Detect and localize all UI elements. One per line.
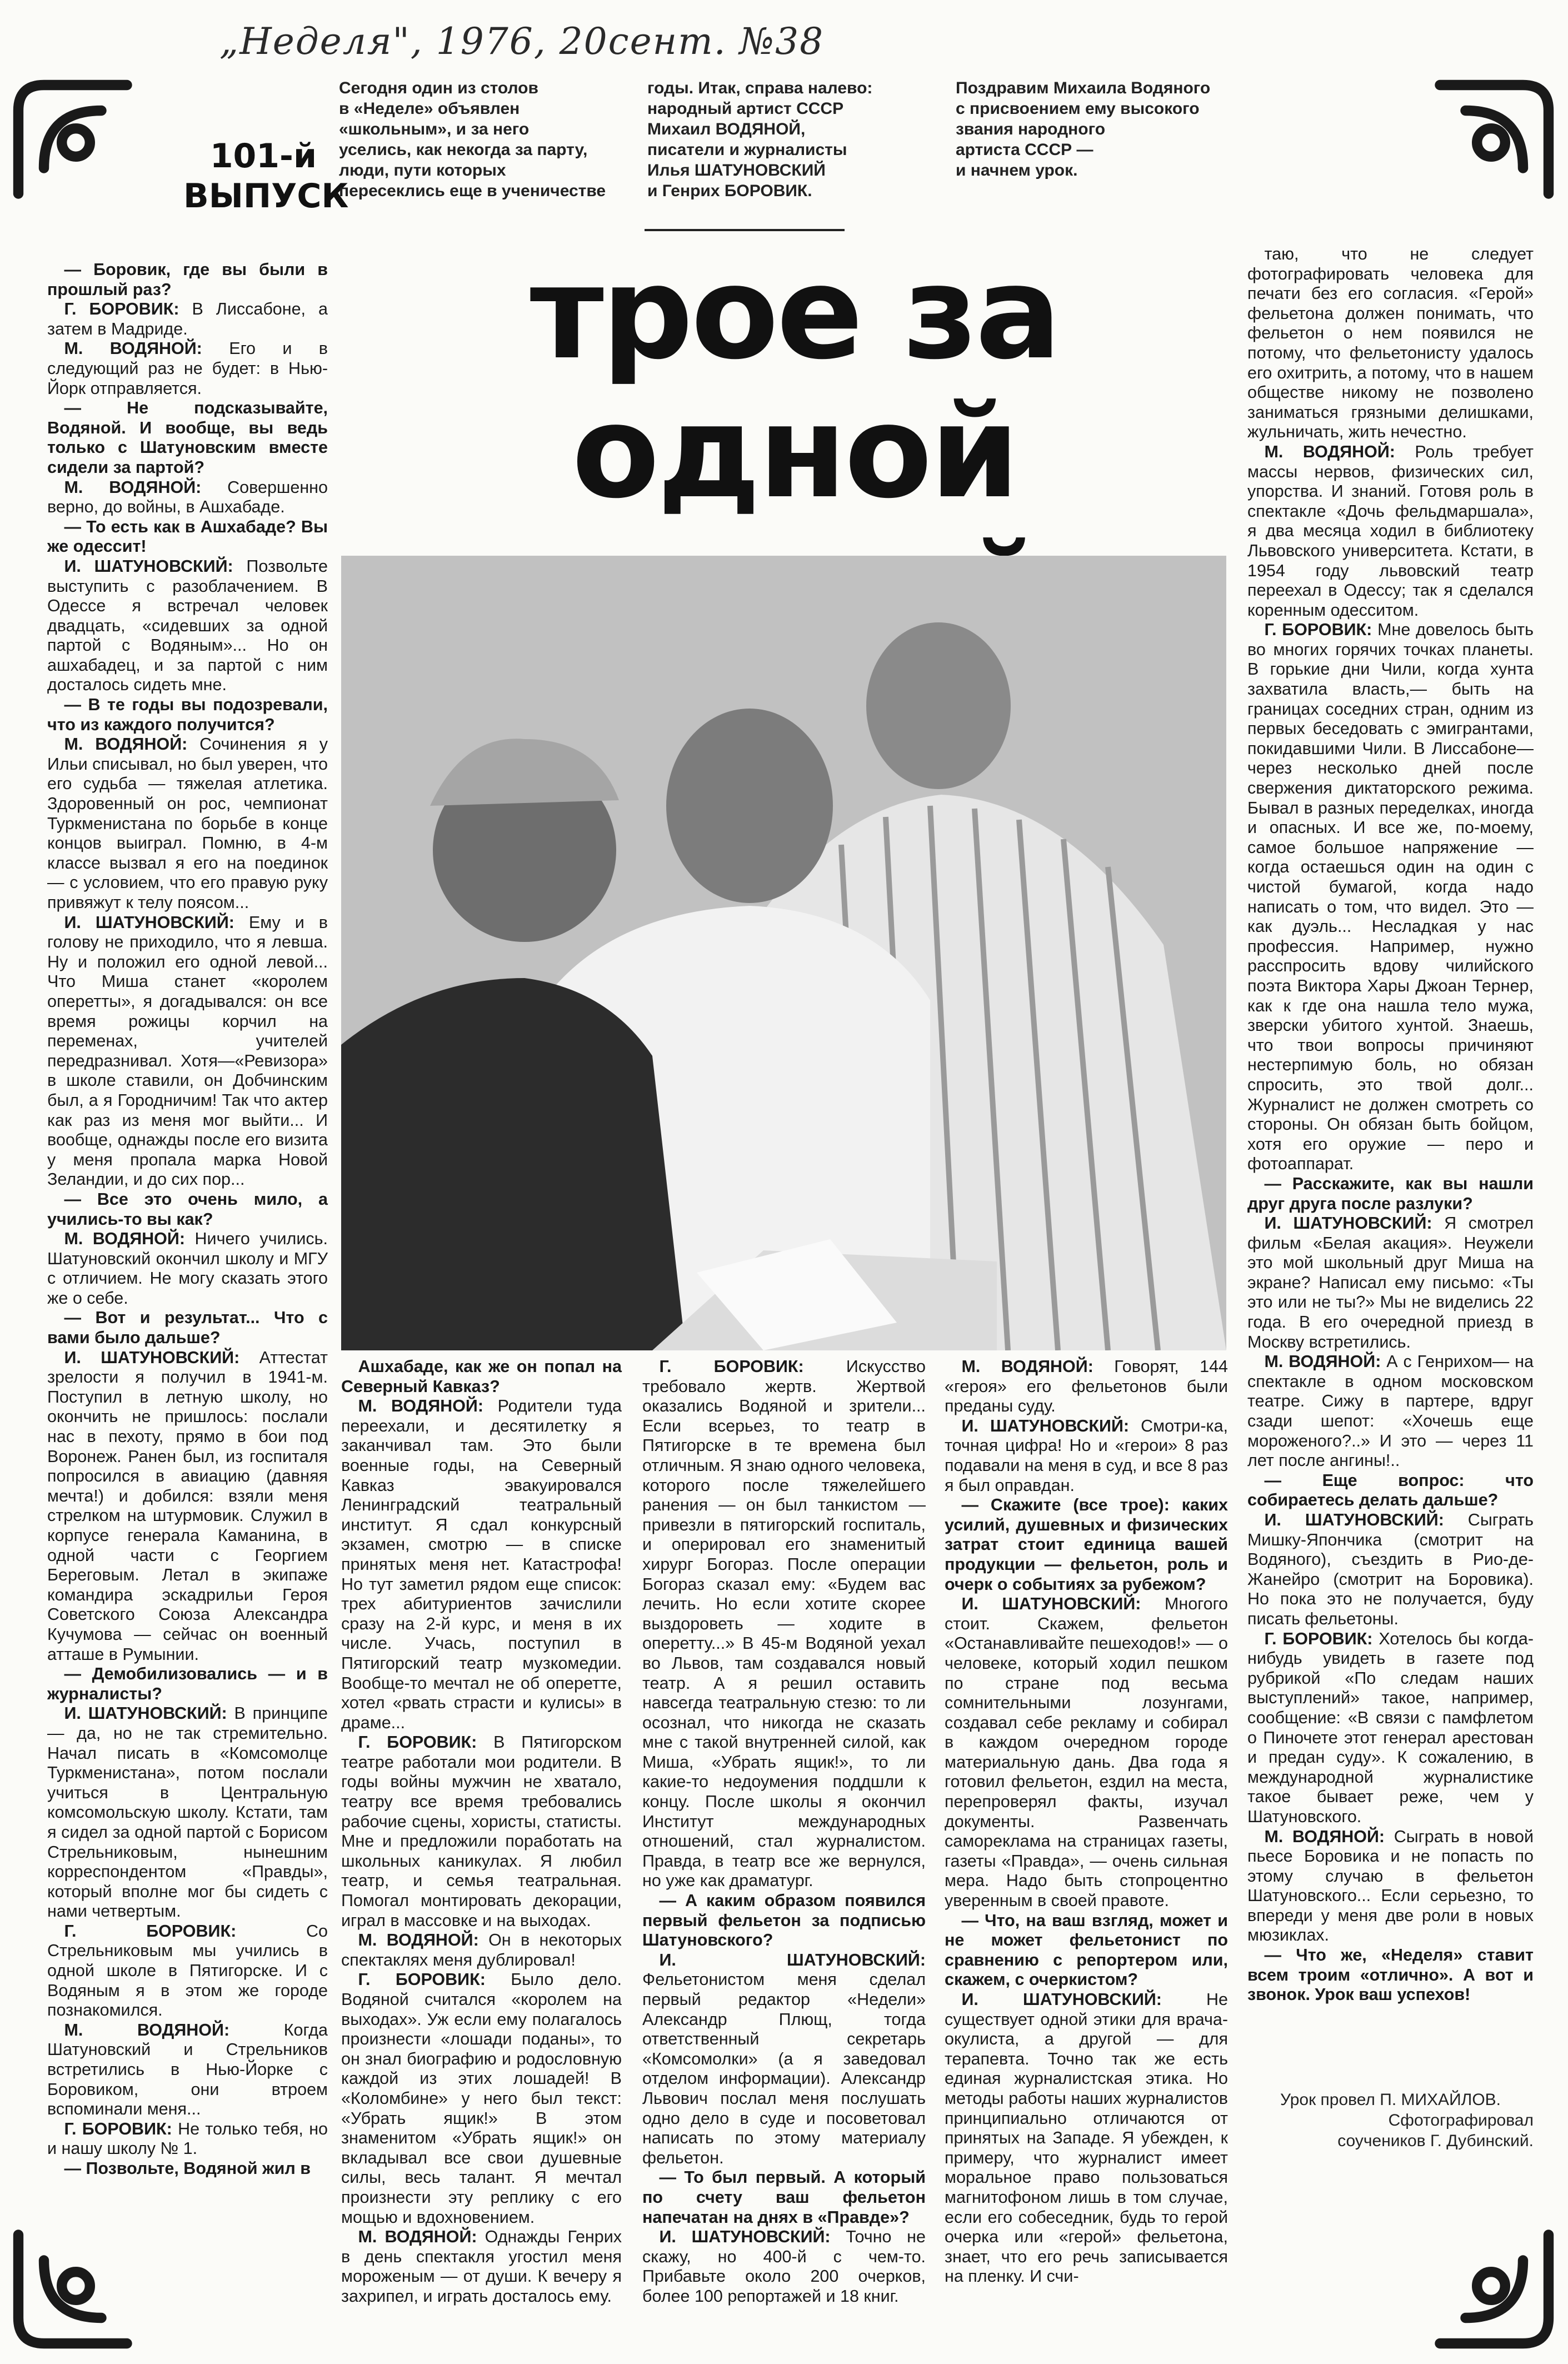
answer-paragraph <box>47 1922 328 2021</box>
handwritten-date-note: „Неделя", 1976, 20сент. №38 <box>219 20 825 63</box>
issue-label <box>183 136 349 216</box>
paragraph-text: Когда Шатуновский и Стрельников встретились в Нью-Йорке с Боровиком, они втроем вспоминали меня... <box>47 2020 328 2119</box>
intro-line: Поздравим Михаила Водяного <box>956 79 1211 97</box>
answer-paragraph <box>945 1990 1228 2287</box>
text-column-right <box>1247 245 1534 2005</box>
answer-paragraph <box>341 1733 622 1931</box>
paragraph-text: Говорят, 144 «героя» его фельетонов были преданы суду. <box>945 1357 1229 1416</box>
paragraph-text: Сочинения я у Ильи списывал, но был уверен, что его судьба — тяжелая атлетика. Здоровенный он рос, чемпионат Туркменистана по борьбе в конце концов выиграл. Помню, в 4-м классе вызвал я его на поединок — с условием, что его правую руку привяжут к телу поясом... <box>47 735 328 912</box>
question-paragraph <box>945 1495 1228 1594</box>
paragraph-text: Точно не скажу, но 400-й с чем-то. Прибавьте около 200 очерков, более 100 репортажей и 18 книг. <box>642 2227 926 2306</box>
paragraph-text: — Расскажите, как вы нашли друг друга после разлуки? <box>1247 1174 1534 1213</box>
intro-line: и Генрих БОРОВИК. <box>647 182 812 200</box>
speaker-name: Г. БОРОВИК: <box>1264 1629 1373 1648</box>
paragraph-text: — Демобилизовались — и в журналисты? <box>47 1664 328 1703</box>
speaker-name: М. ВОДЯНОЙ: <box>64 477 202 497</box>
text-column-left <box>47 260 328 2179</box>
paragraph-text: В принципе — да, но не так стремительно. Начал писать в «Комсомолце Туркменистана», потом послали учиться в Центральную комсомольскую школу. Кстати, там я сидел за одной партой с Борисом Стрельниковым, нынешним корреспондентом «Правды», который вполне мог бы сидеть с нами четвертым. <box>47 1704 328 1921</box>
question-paragraph <box>47 260 328 300</box>
answer-paragraph <box>47 2021 328 2119</box>
paragraph-text: Сыграть в новой пьесе Боровика и не попасть по этому случаю в фельетон Шатуновского... Если серьезно, то впереди у меня две роли в новых мюзиклах. <box>1247 1827 1534 1945</box>
answer-paragraph <box>47 735 328 912</box>
paragraph-text: Ашхабаде, как же он попал на Северный Кавказ? <box>341 1357 622 1396</box>
intro-col-1 <box>339 78 628 201</box>
headline-line-1: трое за одной <box>530 240 1060 527</box>
intro-col-3 <box>956 78 1245 181</box>
paragraph-text: — Что, на ваш взгляд, может и не может фельетонист по сравнению с репортером или, скажем, с очеркистом? <box>945 1911 1228 1989</box>
paragraph-text: — Все это очень мило, а учились-то вы как? <box>47 1189 328 1229</box>
credit-lesson: Урок провел П. МИХАЙЛОВ. <box>1280 2091 1501 2109</box>
paragraph-text: Многого стоит. Скажем, фельетон «Останавливайте пешеходов!» — о человеке, который ходил пешком по стране под весьма сомнительными лозунгами, создавал себе рекламу и собирал в каждом очередном городе материальную дань. Два года я готовил фельетон, ездил на места, перепроверял факты, изучал документы. Развенчать самореклама на страницах газеты, газеты «Правда», — очень сильная мера. Надо быть стопроцентно уверенным в своей правоте. <box>945 1594 1228 1911</box>
intro-line: писатели и журналисты <box>647 141 847 159</box>
speaker-name: М. ВОДЯНОЙ: <box>64 735 188 754</box>
answer-paragraph <box>1247 1352 1534 1471</box>
intro-line: с присвоением ему высокого <box>956 99 1200 118</box>
paragraph-text: В Лиссабоне, а затем в Мадриде. <box>47 300 328 338</box>
speaker-name: Г. БОРОВИК: <box>64 300 179 319</box>
speaker-name: Г. БОРОВИК: <box>358 1970 486 1989</box>
question-paragraph <box>642 1891 926 1951</box>
corner-ornament-icon <box>6 72 133 200</box>
paragraph-text: таю, что не следует фотографировать человека для печати без его согласия. «Герой» фельетона должен понимать, что фельетон о нем появился не потому, что фельетонисту удалось его охитрить, а потому, что в нашем обществе никому не позволено заниматься грязными делишками, жульничать, жить нечестно. <box>1247 245 1534 442</box>
paragraph-text: Не только тебя, но и нашу школу № 1. <box>47 2119 328 2158</box>
speaker-name: М. ВОДЯНОЙ: <box>64 2020 230 2039</box>
speaker-name: Г. БОРОВИК: <box>64 2119 172 2138</box>
speaker-name: И. ШАТУНОВСКИЙ: <box>64 556 233 576</box>
question-paragraph <box>642 2168 926 2227</box>
answer-paragraph <box>642 2227 926 2306</box>
speaker-name: М. ВОДЯНОЙ: <box>358 1931 479 1950</box>
paragraph-text: Роль требует массы нервов, физических сил, упорства. И знаний. Готовя роль в спектакле «Дочь фельдмаршала», я два месяца ходил в библиотеку Львовского университета. Кстати, в 1954 году львовский театр переехал в Одессу; так я сделался коренным одесситом. <box>1247 442 1534 620</box>
speaker-name: И. ШАТУНОВСКИЙ: <box>659 1950 926 1969</box>
answer-paragraph <box>1247 1510 1534 1629</box>
paragraph-text: Смотри-ка, точная цифра! Но и «герои» 8 раз подавали на меня в суд, и все 8 раз я был оправдан. <box>945 1416 1229 1495</box>
answer-paragraph <box>945 1594 1228 1911</box>
speaker-name: Г. БОРОВИК: <box>358 1733 477 1752</box>
speaker-name: И. ШАТУНОВСКИЙ: <box>64 912 234 932</box>
text-column-middle-1 <box>341 1357 622 2307</box>
speaker-name: И. ШАТУНОВСКИЙ: <box>659 2227 831 2247</box>
speaker-name: И. ШАТУНОВСКИЙ: <box>961 1594 1141 1614</box>
credit-photographer: соучеников Г. Дубинский. <box>1337 2132 1534 2150</box>
intro-line: в «Неделе» объявлен <box>339 99 520 118</box>
paragraph-text: — В те годы вы подозревали, что из каждого получится? <box>47 695 328 734</box>
intro-line: пересеклись еще в ученичестве <box>339 182 606 200</box>
paragraph-text: Не существует одной этики для врача-окулиста, а другой — для терапевта. Точно так же есть единая журналистская этика. Но методы работы наших журналистов принципиально отличаются от принятых на Западе. Я убежден, к примеру, что журналист имеет моральное право пользоваться магнитофоном лишь в том случае, если его собеседник, будь то герой очерка или «герой» фельетона, знает, что его речь записывается на пленку. И счи- <box>945 1990 1229 2286</box>
intro-col-2 <box>647 78 936 201</box>
answer-paragraph <box>47 913 328 1190</box>
photo <box>341 556 1226 1350</box>
paragraph-text: Искусство требовало жертв. Жертвой оказались Водяной и зрители... Если всерьез, то театр в Пятигорске в те времена был отличным. Я знаю одного человека, которого после тяжелейшего ранения — он был танкистом — привезли в пятигорский госпиталь, и оперировал его знаменитый хирург Богораз. После операции Богораз сказал ему: «Будем вас лечить. Но если хотите скорее выздороветь — ходите в оперетту...» В 45-м Водяной уехал во Львов, там создавался новый театр. А я решил оставить навсегда театральную стезю: то ли осознал, что никогда не сказать мне с такой внутренней силой, как Миша, «Убрать ящик!», то ли какие-то недоумения поддшли к концу. После школы я окончил Институт международных отношений, стал журналистом. Правда, в театр все же вернулся, но уже как драматург. <box>642 1357 926 1891</box>
speaker-name: И. ШАТУНОВСКИЙ: <box>1264 1510 1444 1529</box>
answer-paragraph <box>1247 1214 1534 1352</box>
question-paragraph <box>47 1190 328 1229</box>
intro-line: звания народного <box>956 120 1106 138</box>
question-paragraph <box>1247 1946 1534 2005</box>
speaker-name: И. ШАТУНОВСКИЙ: <box>64 1348 240 1367</box>
speaker-name: М. ВОДЯНОЙ: <box>64 339 202 358</box>
paragraph-text: Ему и в голову не приходило, что я левша. Ну и положил его одной левой... Что Миша станет «королем оперетты», я догадывался: он все время рожицы корчил на переменах, учителей передразнивал. Хотя—«Ревизора» в школе ставили, он Добчинским был, а я Городничим! Так что актер как раз из меня мог выйти... И вообще, однажды после его визита у меня пропала марка Новой Зеландии, и до сих пор... <box>47 912 328 1189</box>
question-paragraph <box>47 2159 328 2179</box>
question-paragraph <box>47 398 328 477</box>
speaker-name: Г. БОРОВИК: <box>1264 620 1372 640</box>
paragraph-text: А с Генрихом— на спектакле в одном московском театре. Сижу в партере, вдруг сзади шепот: «Хочешь еще мороженого?..» И это — через 11 лет после ангины!.. <box>1247 1352 1534 1470</box>
paragraph-text: — Скажите (все трое): каких усилий, душевных и физических затрат стоит единица вашей продукции — фельетон, роль и очерк о событиях за рубежом? <box>945 1495 1228 1594</box>
intro-line: Сегодня один из столов <box>339 79 538 97</box>
paragraph-text: — Что же, «Неделя» ставит всем троим «отлично». А вот и звонок. Урок ваш успехов! <box>1247 1946 1534 2004</box>
answer-paragraph <box>341 1970 622 2227</box>
answer-paragraph <box>945 1417 1228 1495</box>
paragraph-text: Однажды Генрих в день спектакля угостил меня мороженым — от души. К вечеру я захрипел, и играть досталось ему. <box>341 2227 622 2306</box>
speaker-name: И. ШАТУНОВСКИЙ: <box>961 1416 1130 1435</box>
answer-paragraph <box>341 1931 622 1970</box>
paragraph-text: Мне довелось быть во многих горячих точках планеты. В горькие дни Чили, когда хунта захватила власть,— быть на границах соседних стран, одним из первых беседовать с эмигрантами, покидавшими Чили. В Лиссабоне—через несколько дней после свержения диктаторского режима. Бывал в разных переделках, иногда и опасных. И все же, по-моему, самое большое напряжение — когда остаешься один на один с чистой бумагой, когда надо написать о том, что видел. Это — как дуэль... Несладкая у нас профессия. Например, нужно расспросить вдову чилийского поэта Виктора Хары Джоан Тернер, как к где она нашла тело мужа, зверски убитого хунтой. Знаешь, что твои вопросы причиняют нестерпимую боль, но обязан спросить, это твой долг... Журналист не должен смотреть со стороны. Он обязан быть бойцом, хотя его оружие — перо и фотоаппарат. <box>1247 620 1534 1174</box>
speaker-name: И. ШАТУНОВСКИЙ: <box>64 1704 227 1723</box>
paragraph-text: Он в некоторых спектаклях меня дублировал! <box>341 1931 622 1969</box>
answer-paragraph <box>47 478 328 517</box>
intro-line: Илья ШАТУНОВСКИЙ <box>647 161 826 179</box>
paragraph-text: — Боровик, где вы были в прошлый раз? <box>47 260 328 299</box>
answer-paragraph <box>47 339 328 398</box>
speaker-name: М. ВОДЯНОЙ: <box>358 2227 477 2247</box>
paragraph-text: Было дело. Водяной считался «королем на выходах». Уж если ему полагалось произнести «лошади поданы», то он знал биографию и родословную каждой из этих лошадей! В «Коломбине» у него был текст: «Убрать ящик!» В этом знаменитом «Убрать ящик!» он вкладывал все свои душевные силы, весь талант. Я мечтал произнести эту реплику с его мощью и вдохновением. <box>341 1970 622 2227</box>
paragraph-text: Сыграть Мишку-Япончика (смотрит на Водяного), съездить в Рио-де-Жанейро (смотрит на Боровика). Но пока это не получается, буду писать фельетоны. <box>1247 1510 1534 1628</box>
speaker-name: М. ВОДЯНОЙ: <box>64 1229 185 1249</box>
paragraph-text: Фельетонистом меня сделал первый редактор «Недели» Александр Плющ, тогда ответственный секретарь «Комсомолки» (а я заведовал отделом информации). Александр Львович послал меня послушать одно дело в суде и посоветовал написать по этому материалу фельетон. <box>642 1970 926 2167</box>
paragraph-text: — Не подсказывайте, Водяной. И вообще, вы ведь только с Шатуновским вместе сидели за партой? <box>47 398 328 477</box>
question-paragraph <box>945 1911 1228 1990</box>
paragraph-text: Родители туда переехали, и десятилетку я заканчивал там. Это были военные годы, на Северный Кавказ эвакуировался Ленинградский театральный институт. Я сдал конкурсный экзамен, смотрю — в списке принятых меня нет. Катастрофа! Но тут заметил рядом еще список: трех абитуриентов зачислили сразу на 2-й курс, и меня в их числе. Учась, поступил в Пятигорский театр музкомедии. Вообще-то мечтал не об оперетте, хотел «рвать страсти и кулисы» в драме... <box>341 1397 622 1732</box>
intro-line: годы. Итак, справа налево: <box>647 79 873 97</box>
intro-line: и начнем урок. <box>956 161 1078 179</box>
photo-image <box>341 556 1226 1350</box>
answer-paragraph <box>47 2119 328 2159</box>
speaker-name: И. ШАТУНОВСКИЙ: <box>961 1990 1162 2009</box>
paragraph-text: Аттестат зрелости я получил в 1941-м. Поступил в летную школу, но окончить не пришлось: послали нас в пехоту, прямо в бои под Воронеж. Ранен был, из госпиталя попросился в авиацию (давняя мечта!) и добился: взяли меня стрелком на штурмовик. Служил в корпусе генерала Каманина, в одной части с Георгием Береговым. Летал в экипаже командира эскадрильи Героя Советского Союза Александра Кучумова — сейчас он военный атташе в Румынии. <box>47 1348 328 1664</box>
intro-line: люди, пути которых <box>339 161 506 179</box>
answer-paragraph <box>1247 245 1534 442</box>
intro-line: «школьным», и за него <box>339 120 530 138</box>
answer-paragraph <box>47 1348 328 1665</box>
answer-paragraph <box>1247 442 1534 620</box>
intro-line: уселись, как некогда за парту, <box>339 141 588 159</box>
paragraph-text: — А каким образом появился первый фельетон за подписью Шатуновского? <box>642 1891 926 1950</box>
question-paragraph <box>1247 1174 1534 1214</box>
paragraph-text: Я смотрел фильм «Белая акация». Неужели это мой школьный друг Миша на экране? Написал ему письмо: «Ты это или не ты?» Мы не виделись 22 года. В его очередной приезд в Москву встретились. <box>1247 1214 1534 1351</box>
answer-paragraph <box>1247 620 1534 1174</box>
answer-paragraph <box>47 557 328 695</box>
paragraph-text: — Вот и результат... Что с вами было дальше? <box>47 1308 328 1348</box>
corner-ornament-icon <box>1434 72 1561 200</box>
question-paragraph <box>1247 1471 1534 1510</box>
speaker-name: М. ВОДЯНОЙ: <box>1264 442 1395 461</box>
answer-paragraph <box>341 2227 622 2306</box>
corner-ornament-icon <box>6 2228 133 2356</box>
paragraph-text: — То был первый. А который по счету ваш фельетон напечатан на днях в «Правде»? <box>642 2168 926 2227</box>
paragraph-text: Совершенно верно, до войны, в Ашхабаде. <box>47 477 328 517</box>
speaker-name: И. ШАТУНОВСКИЙ: <box>1264 1214 1432 1233</box>
answer-paragraph <box>1247 1827 1534 1946</box>
credits <box>1247 2089 1534 2151</box>
answer-paragraph <box>1247 1629 1534 1827</box>
paragraph-text: Хотелось бы когда-нибудь увидеть в газете под рубрикой «По следам наших выступлений» такое, например, сообщение: «В связи с памфлетом о Пиночете этот генерал арестован и предан суду». К сожалению, в международной журналистике такое бывает реже, чем у Шатуновского. <box>1247 1629 1534 1826</box>
intro-underline <box>645 229 845 231</box>
paragraph-text: Со Стрельниковым мы учились в одной школе в Пятигорске. И с Водяным я в этом же городе познакомился. <box>47 1921 328 2020</box>
intro-line: артиста СССР — <box>956 141 1093 159</box>
speaker-name: М. ВОДЯНОЙ: <box>358 1397 484 1416</box>
paragraph-text: Ничего учились. Шатуновский окончил школу и МГУ с отличием. Не могу сказать этого же о себе. <box>47 1229 328 1308</box>
paragraph-text: Позвольте выступить с разоблачением. В Одессе я встречал человек двадцать, «сидевших за одной партой с Водяным»... Но он ашхабадец, и за партой с ним досталось сидеть мне. <box>47 556 328 695</box>
issue-word: ВЫПУСК <box>183 177 349 216</box>
text-column-middle-2 <box>642 1357 926 2307</box>
answer-paragraph <box>47 1704 328 1922</box>
speaker-name: Г. БОРОВИК: <box>64 1921 237 1941</box>
speaker-name: М. ВОДЯНОЙ: <box>1264 1827 1385 1846</box>
corner-ornament-icon <box>1434 2228 1561 2356</box>
answer-paragraph <box>945 1357 1228 1417</box>
credit-photo-label: Сфотографировал <box>1388 2111 1534 2129</box>
paragraph-text: — То есть как в Ашхабаде? Вы же одессит! <box>47 517 328 556</box>
answer-paragraph <box>642 1951 926 2168</box>
question-paragraph <box>47 517 328 557</box>
paragraph-text: — Позвольте, Водяной жил в <box>64 2159 311 2178</box>
answer-paragraph <box>642 1357 926 1891</box>
answer-paragraph <box>341 1397 622 1733</box>
question-paragraph <box>47 1664 328 1704</box>
paragraph-text: В Пятигорском театре работали мои родители. В годы войны мужчин не хватало, театру все время требовались рабочие сцены, хористы, статисты. Мне и предложили поработать на школьных каникулах. Я любил театр, и семья театральная. Помогал монтировать декорации, играл в массовке и на выходах. <box>341 1733 622 1930</box>
text-column-middle-3 <box>945 1357 1228 2287</box>
intro-line: Михаил ВОДЯНОЙ, <box>647 120 806 138</box>
answer-paragraph <box>47 300 328 339</box>
question-paragraph <box>47 1308 328 1348</box>
speaker-name: М. ВОДЯНОЙ: <box>961 1357 1093 1376</box>
issue-number: 101-й <box>209 137 317 176</box>
paragraph-text: — Еще вопрос: что собираетесь делать дальше? <box>1247 1470 1534 1510</box>
question-paragraph <box>341 1357 622 1397</box>
speaker-name: Г. БОРОВИК: <box>659 1357 804 1376</box>
question-paragraph <box>47 695 328 735</box>
answer-paragraph <box>47 1229 328 1308</box>
speaker-name: М. ВОДЯНОЙ: <box>1264 1352 1381 1371</box>
paragraph-text: Его и в следующий раз не будет: в Нью-Йорк отправляется. <box>47 339 328 398</box>
intro-line: народный артист СССР <box>647 99 844 118</box>
